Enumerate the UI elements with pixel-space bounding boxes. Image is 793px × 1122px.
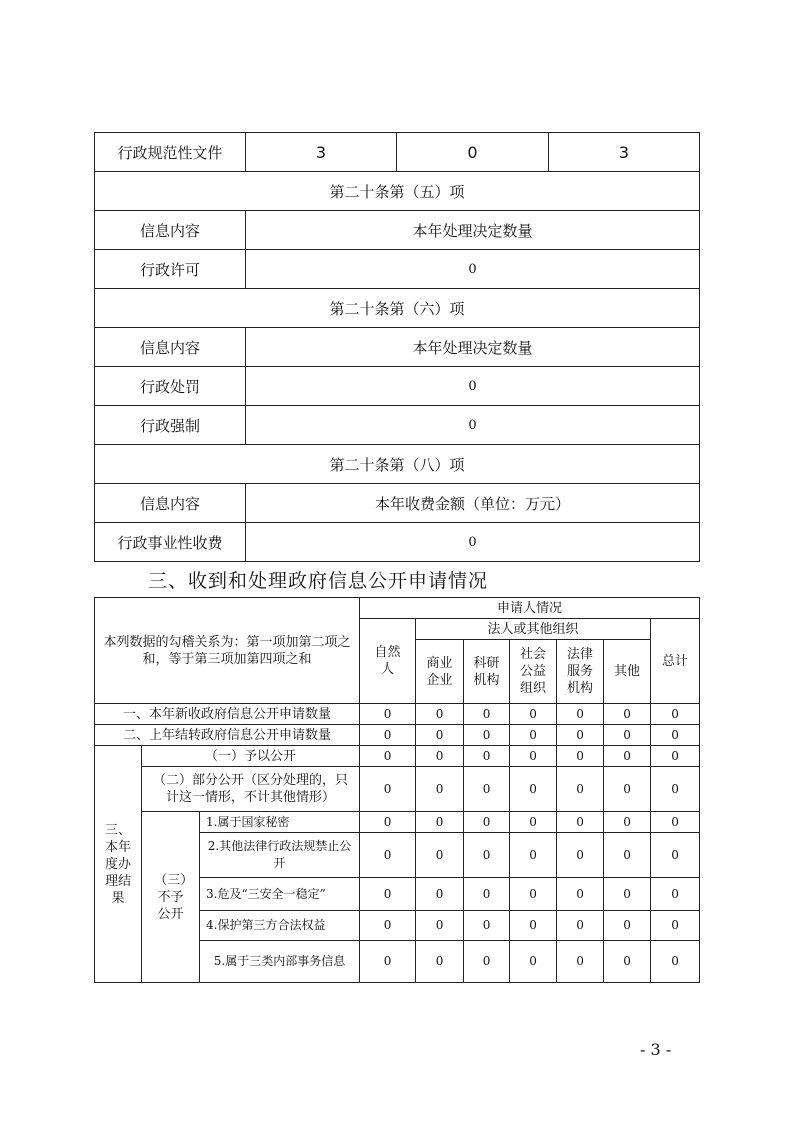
count-cell: 0 (464, 704, 510, 725)
count-cell: 0 (416, 941, 464, 983)
count-cell: 0 (416, 878, 464, 911)
count-cell: 0 (464, 812, 510, 833)
count-cell: 0 (360, 878, 416, 911)
count-cell: 0 (464, 767, 510, 812)
count-cell: 0 (416, 911, 464, 941)
count-cell: 0 (510, 767, 557, 812)
count-cell: 0 (464, 725, 510, 746)
count-cell: 0 (360, 746, 416, 767)
count-cell: 0 (557, 704, 604, 725)
count-cell: 0 (651, 746, 700, 767)
count-cell: 0 (416, 746, 464, 767)
count-cell: 0 (397, 133, 549, 172)
total-header: 总计 (651, 619, 700, 704)
application-handling-table (94, 597, 700, 983)
count-cell: 0 (360, 812, 416, 833)
count-cell: 0 (651, 878, 700, 911)
count-cell: 0 (360, 725, 416, 746)
natural-person-header: 自然人 (360, 619, 416, 704)
count-cell: 0 (510, 812, 557, 833)
sub-section-label: （三）不予公开 (142, 812, 200, 983)
count-cell: 0 (360, 704, 416, 725)
count-cell: 0 (604, 704, 651, 725)
count-cell: 0 (360, 767, 416, 812)
section-heading: 第二十条第（五）项 (95, 172, 700, 211)
column-heading: 本年处理决定数量 (246, 211, 700, 250)
row-label: 行政许可 (95, 250, 246, 289)
count-cell: 0 (557, 725, 604, 746)
row-label: 二、上年结转政府信息公开申请数量 (95, 725, 360, 746)
count-cell: 0 (416, 767, 464, 812)
count-cell: 0 (246, 406, 700, 445)
row-label: 一、本年新收政府信息公开申请数量 (95, 704, 360, 725)
count-cell: 0 (246, 523, 700, 562)
count-cell: 0 (557, 941, 604, 983)
count-cell: 0 (557, 812, 604, 833)
count-cell: 0 (510, 911, 557, 941)
section-heading: 第二十条第（八）项 (95, 445, 700, 484)
count-cell: 0 (651, 725, 700, 746)
row-label: 1.属于国家秘密 (200, 812, 360, 833)
count-cell: 0 (557, 833, 604, 878)
count-cell: 0 (510, 746, 557, 767)
legal-person-header: 法人或其他组织 (416, 619, 651, 640)
commercial-header: 商业企业 (416, 640, 464, 704)
count-cell: 0 (510, 878, 557, 911)
count-cell: 0 (604, 725, 651, 746)
count-cell: 0 (604, 878, 651, 911)
row-label: 5.属于三类内部事务信息 (200, 941, 360, 983)
count-cell: 0 (651, 833, 700, 878)
count-cell: 0 (651, 812, 700, 833)
row-label: 2.其他法律行政法规禁止公开 (200, 833, 360, 878)
count-cell: 0 (464, 833, 510, 878)
section-heading: 第二十条第（六）项 (95, 289, 700, 328)
count-cell: 0 (464, 878, 510, 911)
count-cell: 0 (416, 833, 464, 878)
count-cell: 0 (604, 812, 651, 833)
count-cell: 3 (246, 133, 397, 172)
count-cell: 0 (510, 941, 557, 983)
count-cell: 0 (510, 725, 557, 746)
count-cell: 0 (464, 941, 510, 983)
count-cell: 0 (510, 704, 557, 725)
row-label: （一）予以公开 (142, 746, 360, 767)
page-number: - 3 - (640, 1040, 672, 1059)
count-cell: 0 (651, 704, 700, 725)
row-label: 信息内容 (95, 328, 246, 367)
social-header: 社会公益组织 (510, 640, 557, 704)
count-cell: 0 (360, 833, 416, 878)
count-cell: 0 (604, 833, 651, 878)
row-label: （二）部分公开（区分处理的，只计这一情形，不计其他情形） (142, 767, 360, 812)
count-cell: 0 (246, 367, 700, 406)
count-cell: 0 (464, 911, 510, 941)
count-cell: 0 (416, 725, 464, 746)
count-cell: 0 (510, 833, 557, 878)
count-cell: 0 (604, 911, 651, 941)
applicant-header: 申请人情况 (360, 598, 700, 619)
column-heading: 本年收费金额（单位：万元） (246, 484, 700, 523)
law-service-header: 法律服务机构 (557, 640, 604, 704)
disclosure-summary-table (94, 132, 700, 562)
row-label: 行政处罚 (95, 367, 246, 406)
count-cell: 0 (604, 941, 651, 983)
row-label: 4.保护第三方合法权益 (200, 911, 360, 941)
row-label: 行政事业性收费 (95, 523, 246, 562)
count-cell: 0 (604, 746, 651, 767)
count-cell: 0 (557, 911, 604, 941)
section-label: 三、本年度办理结果 (95, 746, 142, 983)
other-header: 其他 (604, 640, 651, 704)
count-cell: 0 (416, 812, 464, 833)
count-cell: 0 (360, 911, 416, 941)
research-header: 科研机构 (464, 640, 510, 704)
count-cell: 0 (464, 746, 510, 767)
count-cell: 0 (557, 746, 604, 767)
row-label: 3.危及“三安全一稳定” (200, 878, 360, 911)
count-cell: 0 (651, 911, 700, 941)
count-cell: 0 (360, 941, 416, 983)
count-cell: 3 (549, 133, 700, 172)
relation-note: 本列数据的勾稽关系为：第一项加第二项之和，等于第三项加第四项之和 (95, 598, 360, 704)
count-cell: 0 (651, 941, 700, 983)
row-label: 行政规范性文件 (95, 133, 246, 172)
count-cell: 0 (557, 767, 604, 812)
count-cell: 0 (557, 878, 604, 911)
section-title: 三、收到和处理政府信息公开申请情况 (148, 570, 489, 592)
column-heading: 本年处理决定数量 (246, 328, 700, 367)
row-label: 信息内容 (95, 211, 246, 250)
count-cell: 0 (246, 250, 700, 289)
count-cell: 0 (604, 767, 651, 812)
count-cell: 0 (651, 767, 700, 812)
row-label: 行政强制 (95, 406, 246, 445)
row-label: 信息内容 (95, 484, 246, 523)
count-cell: 0 (416, 704, 464, 725)
